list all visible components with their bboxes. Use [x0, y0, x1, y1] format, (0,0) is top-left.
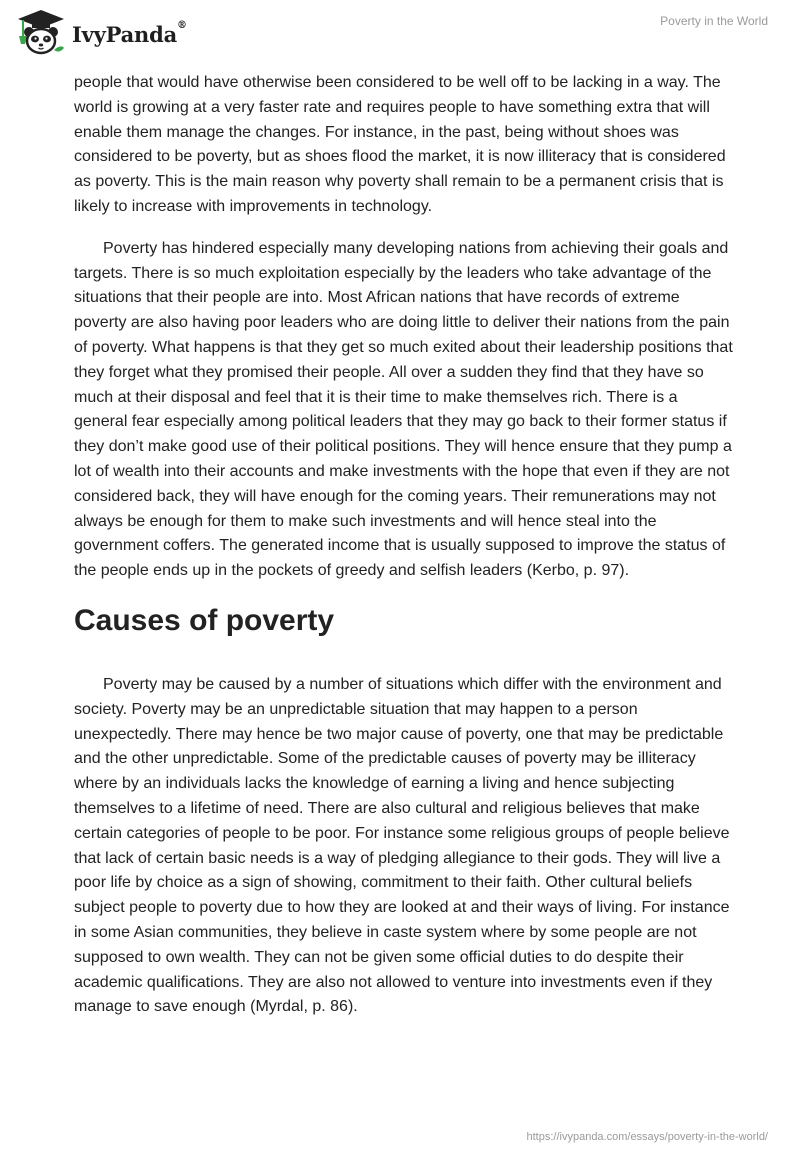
- panda-graduation-cap-icon: [14, 8, 68, 56]
- section-heading-causes: Causes of poverty: [74, 603, 335, 637]
- essay-content: [74, 71, 734, 1020]
- ivypanda-logo[interactable]: [14, 8, 187, 56]
- paragraph-causes: Poverty may be caused by a number of situations which differ with the environment and society. Poverty may be an unpredictable situation that may happen to a person unexpectedly. There may hence be two major cause of poverty, one that may be predictable and the other unpredictable. Some of the predictable causes of poverty may be illiteracy where by an individuals lacks the knowledge of earning a living and hence subjecting themselves to a lifetime of need. There are also cultural and religious believes that make certain categories of people to be poor. For instance some religious groups of people believe that lack of certain basic needs is a way of pledging allegiance to their gods. They will live a poor life by choice as a sign of showing, commitment to their faith. Other cultural beliefs subject people to poverty due to how they are looked at and their ways of living. For instance in some Asian communities, they believe in caste system where by some people are not supposed to own wealth. They can not be given some official duties to do despite their academic qualifications. They are also not allowed to venture into investments even if they manage to save enough (Myrdal, p. 86).: [74, 675, 730, 1016]
- paragraph-continuation: people that would have otherwise been considered to be well off to be lacking in a way. The world is growing at a very faster rate and requires people to have something extra that will enable them manage the changes. For instance, in the past, being without shoes was considered to be poverty, but as shoes flood the market, it is now illiteracy that is considered as poverty. This is the main reason why poverty shall remain to be a permanent crisis that is likely to increase with improvements in technology.: [74, 74, 726, 215]
- source-url[interactable]: https://ivypanda.com/essays/poverty-in-the-world/: [526, 1131, 768, 1143]
- paragraph-leadership: Poverty has hindered especially many developing nations from achieving their goals and targets. There is so much exploitation especially by the leaders who take advantage of the situations that their people are into. Most African nations that have records of extreme poverty are also having poor leaders who are doing little to deliver their nations from the pain of poverty. What happens is that they get so much exited about their leadership positions that they forget what they promised their people. All over a sudden they find that they have so much at their disposal and feel that it is their time to make themselves rich. There is a general fear especially among political leaders that they may go back to their former status if they don’t make good use of their political positions. They will hence ensure that they pump a lot of wealth into their accounts and make investments with the hope that even if they are not considered back, they will have enough for the coming years. Their remunerations may not always be enough for them to make such investments and will hence steal into the government coffers. The generated income that is usually supposed to improve the status of the people ends up in the pockets of greedy and selfish leaders (Kerbo, p. 97).: [74, 239, 733, 580]
- registered-mark: ®: [177, 19, 187, 31]
- brand-name: IvyPanda®: [72, 19, 187, 47]
- page-header: [0, 0, 800, 70]
- document-title: Poverty in the World: [660, 14, 768, 28]
